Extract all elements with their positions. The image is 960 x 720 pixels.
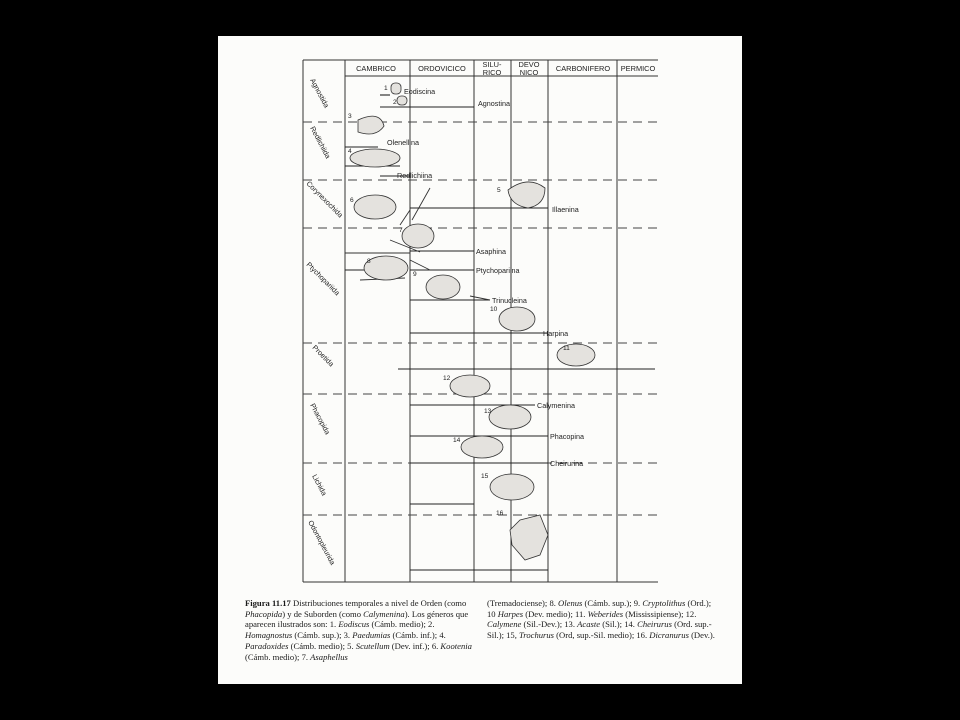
suborder-ptychopariina: Ptychopariina [476,266,520,275]
caption-col1-run: Phacopida [245,608,283,619]
period-header-devonico-2: NICO [519,68,539,77]
caption-col1-run: Calymenina [363,608,405,619]
order-proetida: Proetida [310,343,336,369]
suborder-calymenina: Calymenina [537,401,575,410]
order-ptychopariida: Ptychopariida [304,260,342,298]
specimen-number-11: 11 [563,345,570,352]
caption-col1-run: (Cámb. medio); 7. [245,651,311,662]
specimen-number-2: 2 [393,99,397,106]
caption-col1-run: Paradoxides [245,640,289,651]
caption-column-1 [245,598,473,662]
order-agnostida: Agnostida [308,76,332,110]
trilobite-12-drawing [450,375,490,397]
caption-col2-run: Weberides [587,608,624,619]
period-header-silurico-1: SILU- [482,60,502,69]
caption-col1-run: (Cámb. medio); 5. [288,640,356,651]
specimen-number-14: 14 [453,437,461,444]
suborder-cheirurina: Cheirurina [550,459,584,468]
order-phacopida: Phacopida [308,401,333,436]
caption-col2-run: (Sil.-Dev.); 13. [521,619,578,630]
order-odontopleurida: Odontopleurida [306,518,338,567]
caption-col2-run: (Ord. sup.-Sil.); 15, [487,619,712,641]
specimen-number-1: 1 [384,85,388,92]
trilobite-6-drawing [354,195,396,219]
suborder-harpina: Harpina [543,329,569,338]
specimen-number-5: 5 [497,187,501,194]
suborder-phacopina: Phacopina [550,432,584,441]
caption-col2-run: Dicranurus [649,630,689,641]
caption-col1-run: Scutellum [355,640,390,651]
order-lichida: Lichida [310,472,329,498]
caption-col1-run: (Cámb. medio); 2. [369,619,435,630]
trilobite-10-drawing [499,307,535,331]
caption-col1-run: Eodiscus [338,619,370,630]
caption-col1-run: Figura 11.17 [245,598,291,608]
caption-col1-run: (Cámb. inf.); 4. [390,630,446,641]
specimen-number-7: 7 [399,227,403,234]
specimen-number-15: 15 [481,473,489,480]
trilobite-1-drawing [391,83,401,94]
trilobite-2-drawing [397,96,407,105]
caption-col1-run: ) y de Suborden (como [282,608,364,619]
order-corynexochida: Corynexochida [304,179,345,220]
trilobite-14-drawing [461,436,503,458]
caption-col2-run: (Cámb. sup.); 9. [582,598,643,608]
period-header-ordovicico: ORDOVICICO [418,64,466,73]
caption-col2-run: (Dev.). [688,630,715,641]
trilobite-15-drawing [490,474,534,500]
trilobite-9-drawing [426,275,460,299]
caption-col2-run: (Dev. medio); 11. [523,608,588,619]
trilobite-4-drawing [350,149,400,167]
caption-col2-run: Cryptolithus [642,598,686,608]
caption-col1-run: Kootenia [440,640,472,651]
caption-col2-run: (Ord, sup.-Sil. medio); 16. [554,630,650,641]
caption-col1-run: ). Los géneros que aparecen ilustrados son: 1. [245,608,469,630]
specimen-number-8: 8 [367,258,371,265]
period-header-silurico-2: RICO [482,68,502,77]
specimen-number-4: 4 [348,148,352,155]
caption-col1-run: Paedumias [352,630,391,641]
suborder-olenellina: Olenellina [387,138,419,147]
caption-col2-run: Harpes [497,608,524,619]
caption-col2-run: Acaste [577,619,601,630]
trilobite-5-drawing [508,182,545,208]
suborder-trinucleina: Trinucleina [492,296,527,305]
order-redlichiida: Redlichiida [308,124,333,160]
suborder-eodiscina: Eodiscina [404,87,436,96]
period-header-permico: PERMICO [620,64,656,73]
caption-col1-run: Homagnostus [245,630,293,641]
caption-col1-run: Asaphellus [310,651,348,662]
suborder-asaphina: Asaphina [476,247,506,256]
period-header-devonico-1: DEVO [518,60,540,69]
specimen-number-3: 3 [348,113,352,120]
caption-col2-run: (Sil.); 14. [600,619,638,630]
specimen-number-13: 13 [484,408,492,415]
caption-col1-run: (Dev. inf.); 6. [389,640,441,651]
specimen-number-6: 6 [350,197,354,204]
suborder-illaenina: Illaenina [552,205,579,214]
caption-column-2 [487,598,715,641]
caption-col2-run: (Ord.); 10 [487,598,712,619]
caption-col2-run: Calymene [487,619,522,630]
period-header-cambrico: CAMBRICO [356,64,396,73]
period-header-carbonifero: CARBONIFERO [555,64,611,73]
specimen-number-10: 10 [490,306,498,313]
suborder-redlichiina: Redlichiina [397,171,433,180]
caption-col2-run: Trochurus [519,630,555,641]
trilobite-16-drawing [510,515,548,560]
trilobite-3-drawing [358,116,384,134]
caption-col2-run: Olenus [558,598,583,608]
suborder-agnostina: Agnostina [478,99,510,108]
caption-col2-run: (Tremadociense); 8. [487,598,559,608]
caption-col2-run: Cheirurus [637,619,672,630]
caption-col2-run: (Mississipiense); 12. [623,608,697,619]
specimen-number-16: 16 [496,510,504,517]
trilobite-13-drawing [489,405,531,429]
caption-col1-run: (Cámb. sup.); 3. [292,630,353,641]
trilobite-7-drawing [402,224,434,248]
specimen-number-12: 12 [443,375,451,382]
caption-col1-run: Distribuciones temporales a nivel de Orden (como [290,598,467,608]
specimen-number-9: 9 [413,271,417,278]
